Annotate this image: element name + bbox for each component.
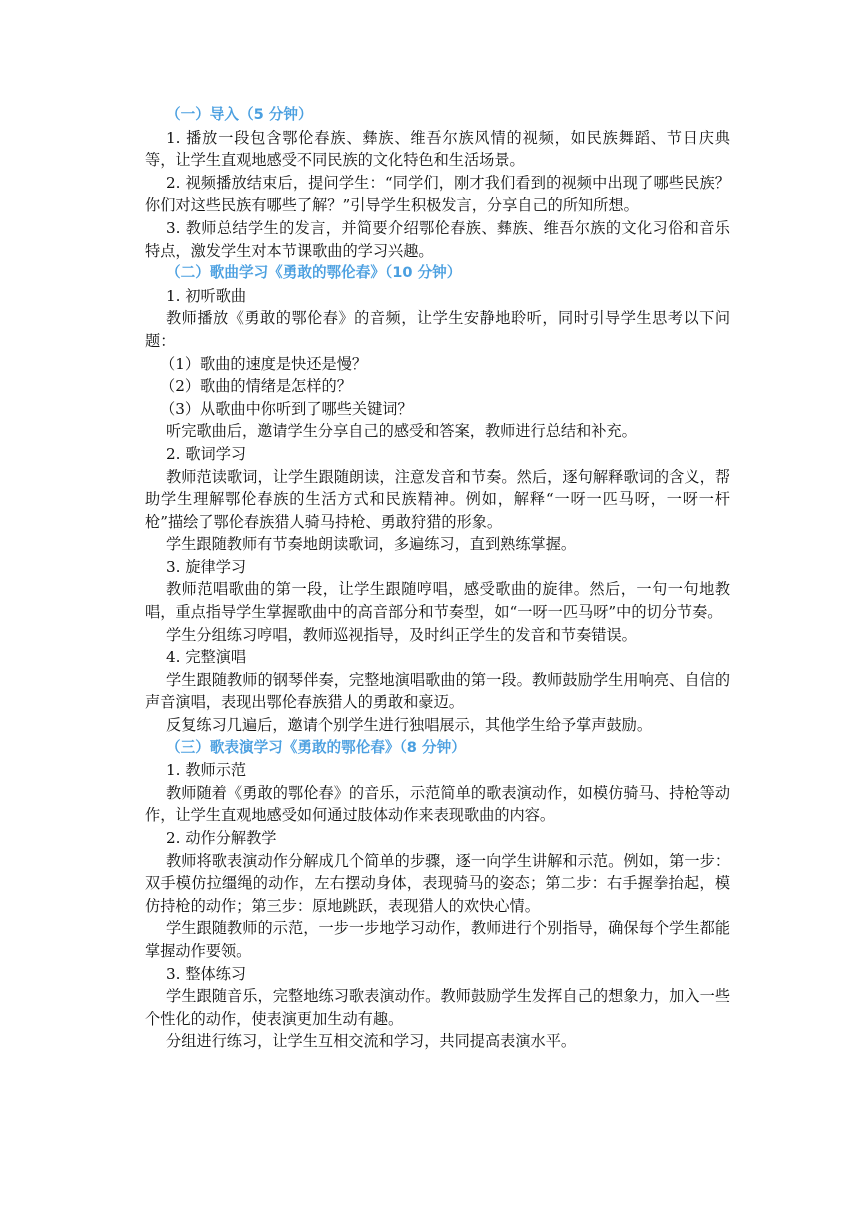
paragraph: 3. 教师总结学生的发言，并简要介绍鄂伦春族、彝族、维吾尔族的文化习俗和音乐特点，激发学生对本节课歌曲的学习兴趣。 bbox=[145, 218, 730, 260]
paragraph: 教师随着《勇敢的鄂伦春》的音乐，示范简单的歌表演动作，如模仿骑马、持枪等动作，让学生直观地感受如何通过肢体动作来表现歌曲的内容。 bbox=[145, 783, 730, 825]
question-text: 从歌曲中你听到了哪些关键词？ bbox=[200, 399, 413, 418]
subheading: 3. 整体练习 bbox=[166, 964, 247, 983]
document-page bbox=[145, 104, 730, 1053]
subheading: 1. 初听歌曲 bbox=[166, 286, 247, 305]
paragraph: 学生跟随教师的示范，一步一步地学习动作，教师进行个别指导，确保每个学生都能掌握动作要领。 bbox=[145, 919, 730, 960]
subheading: 1. 教师示范 bbox=[166, 761, 247, 780]
section-heading-performance: （三）歌表演学习《勇敢的鄂伦春》（8 分钟） bbox=[166, 738, 466, 756]
paragraph: 学生跟随教师的钢琴伴奏，完整地演唱歌曲的第一段。教师鼓励学生用响亮、自信的声音演唱，表现出鄂伦春族猎人的勇敢和豪迈。 bbox=[145, 670, 730, 712]
question-marker: （3） bbox=[160, 399, 201, 418]
paragraph: 分组进行练习，让学生互相交流和学习，共同提高表演水平。 bbox=[166, 1032, 577, 1051]
section-heading-song-learning: （二）歌曲学习《勇敢的鄂伦春》（10 分钟） bbox=[166, 264, 462, 282]
paragraph: 教师播放《勇敢的鄂伦春》的音频，让学生安静地聆听，同时引导学生思考以下问题： bbox=[145, 309, 730, 350]
paragraph: 2. 视频播放结束后，提问学生：“同学们，刚才我们看到的视频中出现了哪些民族？你们对这些民族有哪些了解？”引导学生积极发言，分享自己的所知所想。 bbox=[145, 173, 730, 215]
question-text: 歌曲的情绪是怎样的？ bbox=[200, 377, 352, 396]
paragraph: 听完歌曲后，邀请学生分享自己的感受和答案，教师进行总结和补充。 bbox=[166, 422, 637, 441]
question-marker: （2） bbox=[160, 377, 201, 396]
paragraph: 学生跟随教师有节奏地朗读歌词，多遍练习，直到熟练掌握。 bbox=[166, 535, 577, 554]
paragraph: 教师将歌表演动作分解成几个简单的步骤，逐一向学生讲解和示范。例如，第一步：双手模仿拉缰绳的动作，左右摆动身体，表现骑马的姿态；第二步：右手握拳抬起，模仿持枪的动作；第三步：原地跳跃，表现猎人的欢快心情。 bbox=[145, 851, 730, 915]
paragraph: 学生分组练习哼唱，教师巡视指导，及时纠正学生的发音和节奏错误。 bbox=[166, 625, 637, 644]
subheading: 4. 完整演唱 bbox=[166, 648, 247, 667]
question-item bbox=[145, 375, 730, 398]
question-item bbox=[145, 353, 730, 376]
paragraph: 教师范唱歌曲的第一段，让学生跟随哼唱，感受歌曲的旋律。然后，一句一句地教唱，重点指导学生掌握歌曲中的高音部分和节奏型，如“一呀一匹马呀”中的切分节奏。 bbox=[145, 580, 730, 622]
subheading: 2. 动作分解教学 bbox=[166, 829, 277, 847]
paragraph: 1. 播放一段包含鄂伦春族、彝族、维吾尔族风情的视频，如民族舞蹈、节日庆典等，让学生直观地感受不同民族的文化特色和生活场景。 bbox=[145, 128, 730, 170]
paragraph: 反复练习几遍后，邀请个别学生进行独唱展示，其他学生给予掌声鼓励。 bbox=[166, 716, 652, 735]
question-marker: （1） bbox=[160, 354, 201, 373]
paragraph: 学生跟随音乐，完整地练习歌表演动作。教师鼓励学生发挥自己的想象力，加入一些个性化的动作，使表演更加生动有趣。 bbox=[145, 987, 730, 1028]
question-item bbox=[145, 398, 730, 421]
question-text: 歌曲的速度是快还是慢？ bbox=[200, 354, 368, 373]
paragraph: 教师范读歌词，让学生跟随朗读，注意发音和节奏。然后，逐句解释歌词的含义，帮助学生理解鄂伦春族的生活方式和民族精神。例如，解释“一呀一匹马呀，一呀一杆枪”描绘了鄂伦春族猎人骑马持枪、勇敢狩猎的形象。 bbox=[145, 467, 730, 531]
subheading: 2. 歌词学习 bbox=[166, 444, 247, 463]
subheading: 3. 旋律学习 bbox=[166, 557, 247, 576]
section-heading-intro: （一）导入（5 分钟） bbox=[166, 106, 313, 123]
